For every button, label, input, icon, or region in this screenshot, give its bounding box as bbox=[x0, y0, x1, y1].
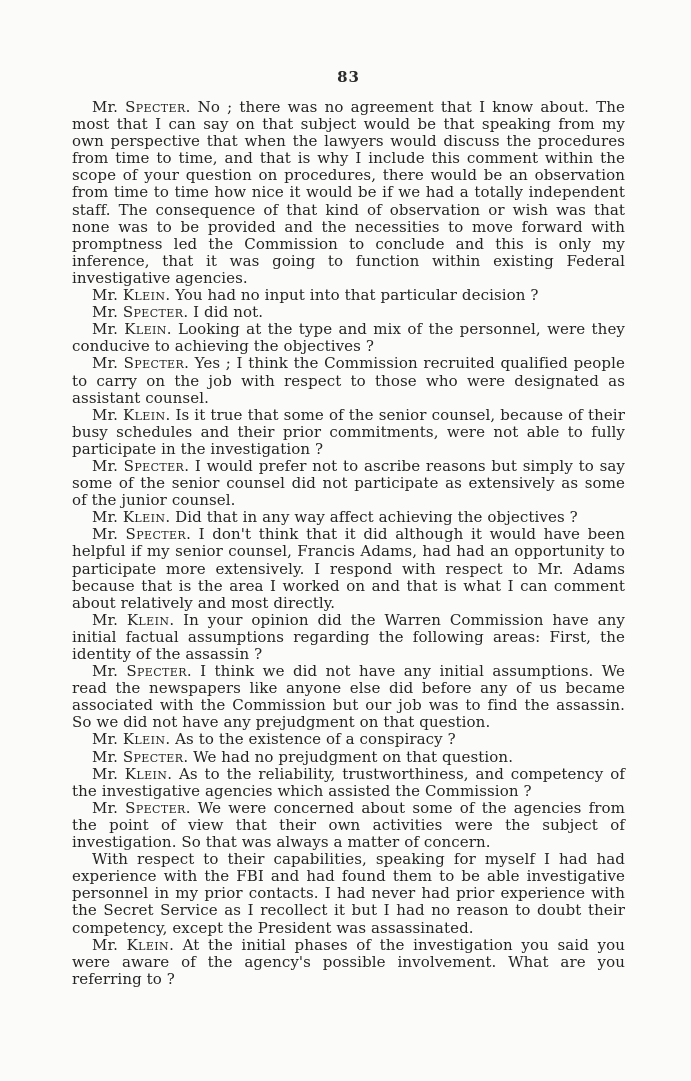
speaker-label bbox=[92, 303, 193, 321]
paragraph-text: With respect to their capabilities, speaking for myself I had had experience with the FBI and had found them to be able investigative personnel in my prior contacts. I had never had prior experience with the Secret Service as I recollect it but I had no reason to doubt their competency, except the President was assassinated. bbox=[72, 850, 625, 937]
transcript-paragraph bbox=[72, 458, 625, 509]
speaker-suffix: . bbox=[165, 286, 176, 305]
speaker-name: Klein bbox=[124, 320, 167, 339]
speaker-suffix: . bbox=[165, 508, 176, 527]
speaker-label bbox=[92, 457, 195, 475]
transcript bbox=[72, 99, 625, 988]
speaker-suffix: . bbox=[184, 456, 195, 475]
transcript-paragraph bbox=[72, 287, 625, 304]
speaker-prefix: Mr. bbox=[92, 98, 126, 116]
paragraph-text: No ; there was no agreement that I know about. The most that I can say on that subject would be that speaking from my own perspective that when the lawyers would discuss the procedures from time to time, and that is why I include this comment within the scope of your question on procedures, there would be an observation from time to time how nice it would be if we had a totally independent staff. The consequence of that kind of observation or wish was that none was to be provided and the necessities to move forward with promptness led the Commission to conclude and this is only my inference, that it was going to function within existing Federal investigative agencies. bbox=[72, 98, 625, 287]
speaker-label bbox=[92, 508, 175, 526]
speaker-suffix: . bbox=[183, 747, 194, 766]
paragraph-text: I would prefer not to ascribe reasons but simply to say some of the senior counsel did not participate as extensively as some of the junior counsel. bbox=[72, 456, 625, 510]
speaker-suffix: . bbox=[184, 354, 195, 373]
transcript-paragraph bbox=[72, 731, 625, 748]
speaker-prefix: Mr. bbox=[92, 662, 127, 681]
speaker-name: Klein bbox=[122, 286, 166, 305]
speaker-prefix: Mr. bbox=[92, 764, 125, 783]
speaker-label bbox=[92, 611, 183, 629]
transcript-paragraph bbox=[72, 526, 625, 611]
speaker-label bbox=[92, 98, 198, 116]
speaker-label bbox=[92, 662, 200, 680]
paragraph-text: As to the existence of a conspiracy ? bbox=[175, 730, 456, 749]
speaker-name: Specter bbox=[125, 798, 186, 817]
speaker-prefix: Mr. bbox=[92, 747, 123, 766]
paragraph-text: We were concerned about some of the agencies from the point of view that their own activities were the subject of investigation. So that was always a matter of concern. bbox=[72, 798, 625, 852]
paragraph-text: I think we did not have any initial assumptions. We read the newspapers like anyone else did before any of us became associated with the Commission but our job was to find the assassin. So we did not have any prejudgment on that question. bbox=[72, 662, 625, 732]
speaker-name: Klein bbox=[123, 405, 166, 424]
transcript-paragraph bbox=[72, 851, 625, 936]
speaker-prefix: Mr. bbox=[92, 525, 126, 544]
transcript-paragraph bbox=[72, 99, 625, 287]
transcript-paragraph bbox=[72, 407, 625, 458]
speaker-name: Specter bbox=[123, 456, 185, 475]
speaker-name: Klein bbox=[126, 610, 170, 629]
speaker-label bbox=[92, 286, 175, 304]
speaker-name: Klein bbox=[124, 764, 168, 783]
paragraph-text: Did that in any way affect achieving the objectives ? bbox=[175, 508, 578, 527]
paragraph-text: As to the reliability, trustworthiness, and competency of the investigative agencies which assisted the Commission ? bbox=[72, 764, 625, 800]
speaker-label bbox=[92, 406, 175, 424]
speaker-prefix: Mr. bbox=[92, 610, 127, 629]
speaker-name: Specter bbox=[122, 303, 184, 322]
speaker-suffix: . bbox=[165, 405, 176, 424]
speaker-name: Specter bbox=[122, 747, 184, 766]
speaker-name: Specter bbox=[125, 525, 187, 544]
speaker-name: Klein bbox=[122, 508, 166, 527]
transcript-paragraph bbox=[72, 355, 625, 406]
speaker-suffix: . bbox=[186, 525, 199, 544]
speaker-label bbox=[92, 799, 198, 817]
paragraph-text: Is it true that some of the senior counsel, because of their busy schedules and their prior commitments, were not able to fully participate in the investigation ? bbox=[72, 405, 625, 458]
paragraph-text: You had no input into that particular decision ? bbox=[175, 286, 539, 305]
transcript-paragraph bbox=[72, 304, 625, 321]
speaker-prefix: Mr. bbox=[92, 798, 126, 817]
transcript-paragraph bbox=[72, 766, 625, 800]
speaker-prefix: Mr. bbox=[92, 405, 123, 424]
speaker-suffix: . bbox=[169, 610, 184, 629]
speaker-prefix: Mr. bbox=[92, 730, 123, 749]
paragraph-text: I don't think that it did although it would have been helpful if my senior counsel, Francis Adams, had had an opportunity to participate more extensively. I respond with respect to Mr. Adams because that is the area I worked on and that is what I can comment about relatively and most directly. bbox=[72, 525, 625, 612]
speaker-prefix: Mr. bbox=[92, 354, 124, 373]
transcript-paragraph bbox=[72, 612, 625, 663]
paragraph-text: In your opinion did the Warren Commission have any initial factual assumptions regarding the following areas: First, the identity of the assassin ? bbox=[72, 610, 625, 663]
speaker-name: Specter bbox=[126, 662, 187, 681]
speaker-prefix: Mr. bbox=[92, 303, 123, 322]
paragraph-text: We had no prejudgment on that question. bbox=[193, 747, 514, 766]
speaker-label bbox=[92, 748, 193, 766]
speaker-suffix: . bbox=[185, 798, 198, 817]
speaker-name: Klein bbox=[126, 935, 170, 954]
speaker-prefix: Mr. bbox=[92, 320, 125, 339]
speaker-suffix: . bbox=[165, 730, 176, 749]
speaker-name: Specter bbox=[125, 98, 186, 116]
speaker-prefix: Mr. bbox=[92, 286, 123, 305]
page-number: 83 bbox=[337, 68, 360, 86]
paragraph-text: Yes ; I think the Commission recruited qualified people to carry on the job with respect to those who were designated as assistant counsel. bbox=[72, 354, 625, 407]
transcript-paragraph bbox=[72, 321, 625, 355]
transcript-paragraph bbox=[72, 800, 625, 851]
paragraph-text: At the initial phases of the investigation you said you were aware of the agency's possible involvement. What are you referring to ? bbox=[72, 935, 625, 988]
speaker-label bbox=[92, 320, 178, 338]
speaker-label bbox=[92, 936, 183, 954]
speaker-suffix: . bbox=[166, 320, 178, 339]
paragraph-text: I did not. bbox=[193, 303, 264, 322]
transcript-paragraph bbox=[72, 937, 625, 988]
speaker-suffix: . bbox=[186, 662, 201, 681]
speaker-prefix: Mr. bbox=[92, 456, 124, 475]
speaker-suffix: . bbox=[169, 935, 183, 954]
speaker-prefix: Mr. bbox=[92, 935, 127, 954]
speaker-prefix: Mr. bbox=[92, 508, 123, 527]
speaker-suffix: . bbox=[185, 98, 198, 116]
speaker-suffix: . bbox=[167, 764, 179, 783]
speaker-name: Specter bbox=[123, 354, 185, 373]
paragraph-text: Looking at the type and mix of the personnel, were they conducive to achieving the objectives ? bbox=[72, 320, 625, 356]
speaker-label bbox=[92, 765, 179, 783]
transcript-paragraph bbox=[72, 749, 625, 766]
speaker-suffix: . bbox=[183, 303, 194, 322]
speaker-label bbox=[92, 525, 199, 543]
transcript-paragraph bbox=[72, 509, 625, 526]
speaker-name: Klein bbox=[122, 730, 166, 749]
speaker-label bbox=[92, 730, 175, 748]
speaker-label bbox=[92, 354, 195, 372]
transcript-paragraph bbox=[72, 663, 625, 731]
